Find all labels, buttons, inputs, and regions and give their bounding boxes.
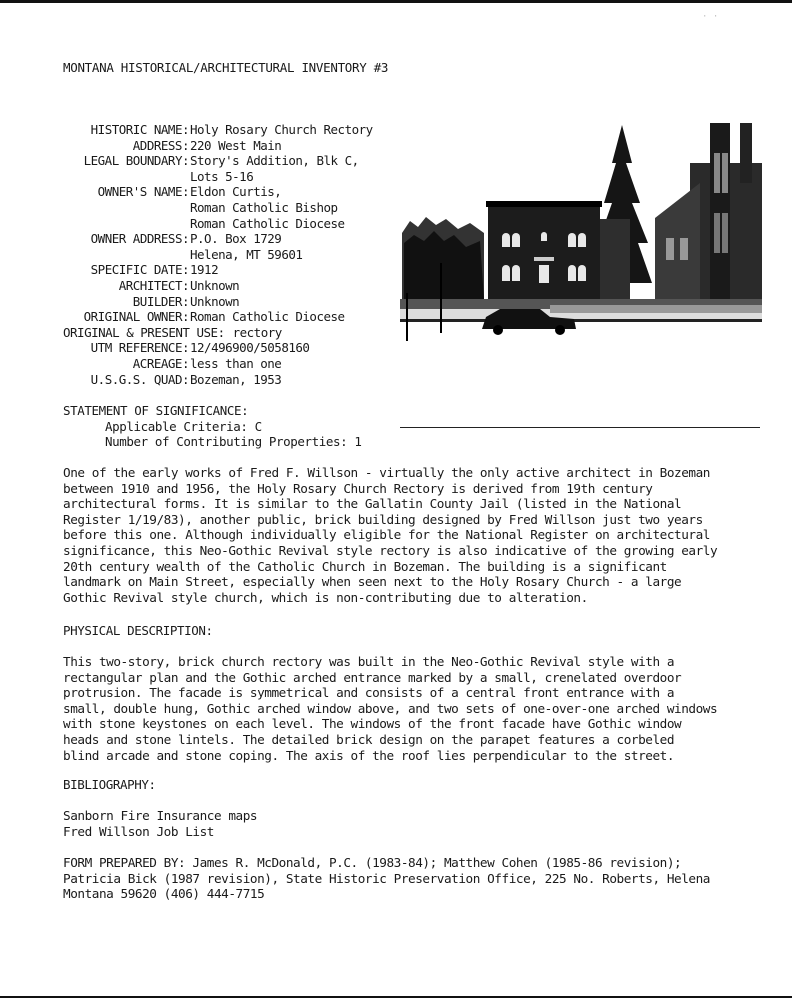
field-value: Unknown: [190, 277, 240, 293]
text-line: heads and stone lintels. The detailed brick design on the parapet features a corbeled: [63, 731, 675, 747]
field-label: SPECIFIC DATE:: [90, 262, 189, 278]
field-row: [63, 262, 373, 278]
field-value: Holy Rosary Church Rectory: [190, 122, 373, 137]
text-line: Fred Willson Job List: [63, 823, 214, 839]
text-line: between 1910 and 1956, the Holy Rosary Church Rectory is derived from 19th century: [63, 480, 653, 496]
field-label: [63, 247, 189, 263]
signature-line: [400, 427, 760, 428]
text-line: Montana 59620 (406) 444-7715: [63, 886, 265, 902]
field-value: Roman Catholic Bishop: [190, 199, 338, 215]
field-row: [63, 216, 373, 232]
field-label: U.S.G.S. QUAD:: [90, 371, 189, 387]
inventory-fields: [63, 122, 373, 387]
text-line: This two-story, brick church rectory was built in the Neo-Gothic Revival style with a: [63, 654, 675, 669]
field-row: [63, 122, 373, 138]
field-value: rectory: [232, 324, 282, 340]
field-value: less than one: [190, 355, 282, 371]
field-label: HISTORIC NAME:: [90, 122, 189, 137]
field-label: ORIGINAL & PRESENT USE:: [63, 324, 225, 340]
text-line: landmark on Main Street, especially when seen next to the Holy Rosary Church - a large: [63, 574, 682, 590]
bibliography-list: [63, 808, 792, 839]
field-row: [63, 231, 373, 247]
applicable-criteria: Applicable Criteria: C: [105, 418, 262, 434]
field-value: Bozeman, 1953: [190, 371, 282, 387]
field-label: ADDRESS:: [132, 137, 189, 153]
text-line: Gothic Revival style church, which is non-contributing due to alteration.: [63, 589, 588, 605]
text-line: blind arcade and stone coping. The axis of the roof lies perpendicular to the street.: [63, 747, 675, 763]
field-label: [63, 216, 189, 232]
significance-heading: STATEMENT OF SIGNIFICANCE:: [63, 403, 249, 418]
field-value: P.O. Box 1729: [190, 231, 282, 247]
field-row: [63, 138, 373, 154]
page-header: MONTANA HISTORICAL/ARCHITECTURAL INVENTORY #3: [63, 60, 389, 75]
field-label: ACREAGE:: [132, 355, 189, 371]
field-value: Story's Addition, Blk C,: [190, 153, 359, 169]
field-value: 12/496900/5058160: [190, 340, 310, 356]
field-value: Roman Catholic Diocese: [190, 215, 345, 231]
text-line: Patricia Bick (1987 revision), State Historic Preservation Office, 225 No. Roberts, Helena: [63, 870, 710, 886]
field-label: ARCHITECT:: [118, 277, 189, 293]
bibliography-heading: BIBLIOGRAPHY:: [63, 777, 156, 792]
text-line: protrusion. The facade is symmetrical and consists of a central front entrance with a: [63, 685, 675, 701]
physical-heading: PHYSICAL DESCRIPTION:: [63, 623, 213, 638]
text-line: Sanborn Fire Insurance maps: [63, 808, 258, 823]
field-row: [63, 372, 373, 388]
text-line: with stone keystones on each level. The windows of the front facade have Gothic window: [63, 716, 682, 732]
field-value: Unknown: [190, 293, 240, 309]
physical-paragraph: [63, 654, 792, 763]
field-value: Eldon Curtis,: [190, 184, 282, 200]
field-label: OWNER ADDRESS:: [90, 231, 189, 247]
text-line: architectural forms. It is similar to the Gallatin County Jail (listed in the National: [63, 496, 682, 512]
field-row: [63, 200, 373, 216]
text-line: before this one. Although individually eligible for the National Register on architectural: [63, 527, 710, 543]
text-line: One of the early works of Fred F. Willson - virtually the only active architect in Bozeman: [63, 465, 710, 480]
field-label: ORIGINAL OWNER:: [83, 309, 189, 325]
text-line: significance, this Neo-Gothic Revival style rectory is also indicative of the growing early: [63, 542, 718, 558]
text-line: rectangular plan and the Gothic arched entrance marked by a small, crenelated overdoor: [63, 669, 682, 685]
field-row: [63, 184, 373, 200]
field-value: Lots 5-16: [190, 168, 254, 184]
field-row: [63, 169, 373, 185]
text-line: Register 1/19/83), another public, brick building designed by Fred Willson just two years: [63, 511, 703, 527]
field-row: [63, 153, 373, 169]
scan-speck: · ·: [702, 12, 719, 22]
field-label: LEGAL BOUNDARY:: [83, 153, 189, 169]
field-row: [63, 247, 373, 263]
top-rule: [0, 0, 792, 3]
field-value: 220 West Main: [190, 137, 282, 153]
contributing-properties: Number of Contributing Properties: 1: [105, 434, 362, 450]
field-row: [63, 325, 373, 341]
field-row: [63, 294, 373, 310]
field-row: [63, 278, 373, 294]
form-prepared: [63, 855, 792, 902]
field-label: [63, 169, 189, 185]
field-row: [63, 356, 373, 372]
field-label: UTM REFERENCE:: [90, 340, 189, 356]
text-line: FORM PREPARED BY: James R. McDonald, P.C. (1983-84); Matthew Cohen (1985-86 revision);: [63, 855, 682, 870]
field-label: BUILDER:: [132, 293, 189, 309]
bottom-rule: [0, 996, 792, 998]
field-label: [63, 200, 189, 216]
field-row: [63, 309, 373, 325]
building-photo: [400, 123, 762, 341]
significance-paragraph: [63, 465, 792, 605]
text-line: 20th century wealth of the Catholic Church in Bozeman. The building is a significant: [63, 558, 667, 574]
field-value: Helena, MT 59601: [190, 246, 303, 262]
text-line: small, double hung, Gothic arched window above, and two sets of one-over-one arched windows: [63, 700, 718, 716]
field-row: [63, 340, 373, 356]
field-value: Roman Catholic Diocese: [190, 309, 345, 325]
significance-block: [63, 403, 362, 450]
field-value: 1912: [190, 262, 219, 278]
field-label: OWNER'S NAME:: [97, 184, 189, 200]
